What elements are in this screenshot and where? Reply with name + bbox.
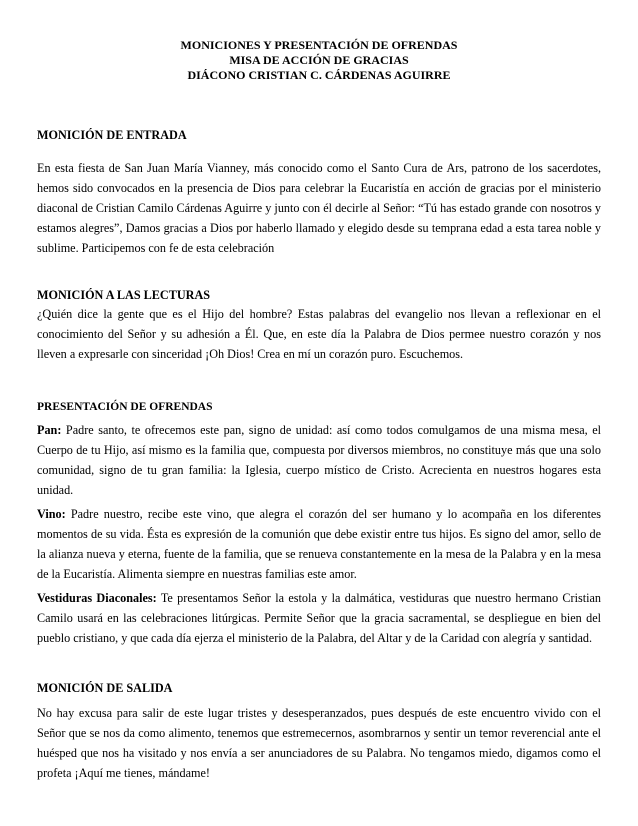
section-title-entrada: MONICIÓN DE ENTRADA — [37, 128, 187, 142]
paragraph-salida: No hay excusa para salir de este lugar tristes y desesperanzados, pues después de este encuentro vivido con el Señor que se nos da como alimento, tenemos que estremecernos, asombrarnos y sentir un temor reverencial ante el huésped que nos ha visitado y nos envía a ser anunciadores de su Palabra. No tengamos miedo, digamos como el profeta ¡Aquí me tienes, mándame! — [37, 706, 601, 780]
header-author: DIÁCONO CRISTIAN C. CÁRDENAS AGUIRRE — [187, 68, 451, 82]
text-vestiduras: Te presentamos Señor la estola y la dalmática, vestiduras que nuestro hermano Cristian Camilo usará en las celebraciones litúrgicas. Permite Señor que la gracia sacramental, se despliegue en bien del pueblo cristiano, y que cada día ejerza el ministerio de la Palabra, del Altar y de la Caridad con alegría y santidad. — [37, 591, 601, 645]
document-header — [37, 38, 601, 83]
section-title-lecturas: MONICIÓN A LAS LECTURAS — [37, 288, 211, 302]
paragraph-vino — [37, 504, 601, 584]
section-entrada — [37, 126, 601, 258]
paragraph-vestiduras — [37, 588, 601, 648]
label-pan: Pan: — [37, 423, 62, 437]
label-vestiduras: Vestiduras Diaconales: — [37, 591, 157, 605]
text-vino: Padre nuestro, recibe este vino, que alegra el corazón del ser humano y lo acompaña en los diferentes momentos de su vida. Ésta es expresión de la comunión que debe existir entre tus hijos. Es signo del amor, sello de la alianza nueva y eterna, fuente de la familia, que se renueva constantemente en la mesa de la Palabra y en la mesa de la Eucaristía. Alimenta siempre en nuestras familias este amor. — [37, 507, 601, 581]
paragraph-entrada: En esta fiesta de San Juan María Vianney, más conocido como el Santo Cura de Ars, patrono de los sacerdotes, hemos sido convocados en la presencia de Dios para celebrar la Eucaristía en acción de gracias por el ministerio diaconal de Cristian Camilo Cárdenas Aguirre y junto con él decirle al Señor: “Tú has estado grande con nosotros y estamos alegres”, Damos gracias a Dios por haberlo llamado y elegido desde su temprana edad a esta tarea noble y sublime. Participemos con fe de esta celebración — [37, 161, 601, 255]
header-title: MONICIONES Y PRESENTACIÓN DE OFRENDAS — [180, 38, 458, 52]
paragraph-lecturas: ¿Quién dice la gente que es el Hijo del hombre? Estas palabras del evangelio nos llevan a reflexionar en el conocimiento del Señor y su adhesión a Él. Que, en este día la Palabra de Dios permee nuestro corazón y nos lleven a expresarle con sinceridad ¡Oh Dios! Crea en mí un corazón puro. Escuchemos. — [37, 307, 601, 361]
label-vino: Vino: — [37, 507, 66, 521]
text-pan: Padre santo, te ofrecemos este pan, signo de unidad: así como todos comulgamos de una misma mesa, el Cuerpo de tu Hijo, así mismo es la familia que, compuesta por diversos miembros, no constituye más que una solo comunidad, signo de tu gran familia: la Iglesia, cuerpo místico de Cristo. Acrecienta en nuestros hogares esta unidad. — [37, 423, 601, 497]
section-lecturas — [37, 286, 601, 364]
section-title-ofrendas: PRESENTACIÓN DE OFRENDAS — [37, 401, 213, 413]
section-title-salida: MONICIÓN DE SALIDA — [37, 681, 173, 695]
section-ofrendas — [37, 398, 601, 648]
paragraph-pan — [37, 420, 601, 500]
header-subtitle: MISA DE ACCIÓN DE GRACIAS — [229, 53, 409, 67]
section-salida — [37, 679, 601, 783]
